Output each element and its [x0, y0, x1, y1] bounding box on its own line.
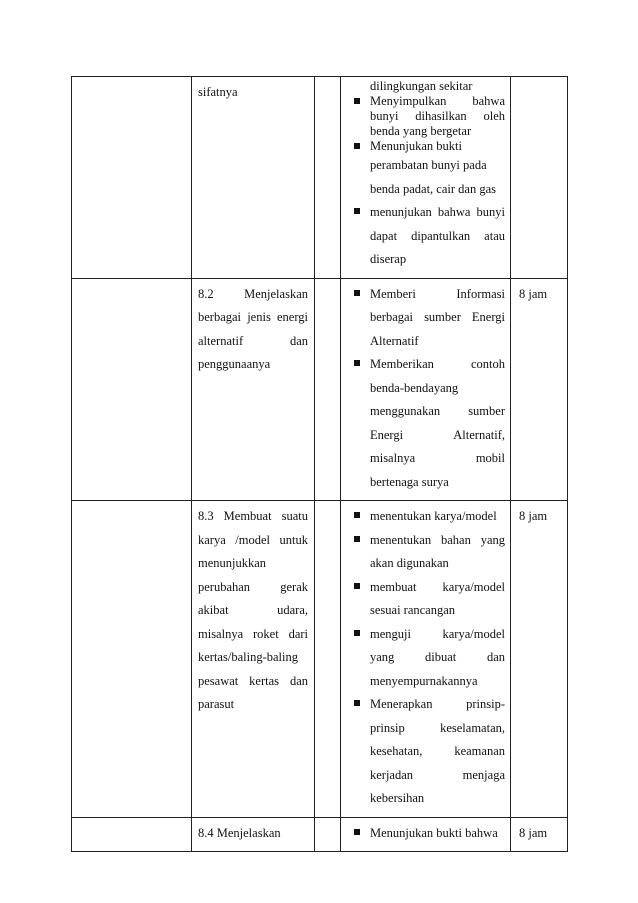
indicator-cell: [341, 817, 511, 852]
competency-text-line: misalnya roket dari: [198, 626, 308, 641]
indicator-text-line: Menyimpulkan bahwa: [370, 94, 505, 108]
square-bullet-icon: [354, 208, 360, 214]
competency-text-line: alternatif dan: [198, 333, 308, 348]
square-bullet-icon: [354, 360, 360, 366]
indicator-cell: [341, 77, 511, 279]
indicator-text-line: Alternatif: [370, 333, 419, 348]
time-allocation-text: 8 jam: [519, 509, 548, 523]
square-bullet-icon: [354, 290, 360, 296]
indicator-text-line: menguji karya/model: [370, 626, 505, 641]
indicator-text-line: Menunjukan bukti: [370, 139, 463, 153]
indicator-text-line: bertenaga surya: [370, 474, 449, 489]
indicator-text-line: benda yang bergetar: [370, 124, 472, 138]
competency-standard-cell: [72, 501, 192, 818]
square-bullet-icon: [354, 630, 360, 636]
competency-text-line: pesawat kertas dan: [198, 673, 308, 688]
square-bullet-icon: [354, 98, 360, 104]
indicator-cell: [341, 501, 511, 818]
time-allocation-cell: [511, 817, 568, 852]
empty-narrow-cell: [315, 817, 341, 852]
competency-text-line: sifatnya: [198, 85, 238, 99]
indicator-list-item: [347, 94, 505, 139]
competency-text-line: 8.3 Membuat suatu: [198, 509, 308, 523]
indicator-text-line: Menerapkan prinsip-: [370, 697, 505, 711]
table-row: [72, 817, 568, 852]
square-bullet-icon: [354, 829, 360, 835]
square-bullet-icon: [354, 583, 360, 589]
indicator-list-item: [347, 576, 505, 623]
time-allocation-text: 8 jam: [519, 825, 548, 840]
indicator-text-line: menentukan karya/model: [370, 509, 497, 523]
indicator-list-item: [347, 822, 505, 846]
indicator-text-line: Memberi Informasi: [370, 286, 505, 301]
indicator-text-line: dilingkungan sekitar: [370, 79, 473, 93]
curriculum-table: [71, 76, 568, 852]
empty-narrow-cell: [315, 77, 341, 279]
time-allocation-text: [511, 77, 567, 81]
indicator-text-line: benda-bendayang: [370, 380, 459, 395]
indicator-cell: [341, 278, 511, 501]
competency-text-line: parasut: [198, 697, 235, 711]
square-bullet-icon: [354, 143, 360, 149]
square-bullet-icon: [354, 536, 360, 542]
indicator-text-line: menggunakan sumber: [370, 404, 505, 418]
competency-text-line: perubahan gerak: [198, 579, 308, 594]
competency-text-line: 8.4 Menjelaskan: [198, 825, 281, 840]
indicator-text-line: akan digunakan: [370, 556, 449, 570]
competency-standard-cell: [72, 77, 192, 279]
indicator-text-line: menunjukan bahwa bunyi: [370, 205, 505, 219]
competency-text-line: karya /model untuk: [198, 532, 308, 547]
competency-text-line: kertas/baling-baling: [198, 650, 298, 664]
indicator-list-item: [347, 139, 505, 154]
time-allocation-cell: [511, 501, 568, 818]
indicator-text-line: benda padat, cair dan gas: [370, 181, 496, 196]
square-bullet-icon: [354, 700, 360, 706]
competency-standard-cell: [72, 817, 192, 852]
indicator-text-line: yang dibuat dan: [370, 650, 505, 664]
indicator-list-item: [347, 623, 505, 694]
indicator-text-line: kebersihan: [370, 791, 425, 805]
empty-narrow-cell: [315, 501, 341, 818]
square-bullet-icon: [354, 512, 360, 518]
time-allocation-cell: [511, 77, 568, 279]
indicator-text-line: menentukan bahan yang: [370, 532, 505, 547]
indicator-text-line: sesuai rancangan: [370, 603, 456, 617]
indicator-text-line: kerjadan menjaga: [370, 767, 505, 782]
indicator-text-line: bunyi dihasilkan oleh: [370, 109, 505, 123]
indicator-text-line: membuat karya/model: [370, 579, 505, 594]
indicator-text-line: prinsip keselamatan,: [370, 720, 505, 735]
indicator-text-line: kesehatan, keamanan: [370, 744, 505, 758]
time-allocation-text: 8 jam: [519, 286, 548, 301]
indicator-list-item: [347, 505, 505, 529]
table-row: [72, 77, 568, 279]
competency-text-line: 8.2 Menjelaskan: [198, 286, 308, 301]
basic-competency-cell: [192, 278, 315, 501]
indicator-list-item: [347, 529, 505, 576]
competency-text-line: berbagai jenis energi: [198, 310, 308, 324]
table-row: [72, 278, 568, 501]
indicator-text-line: berbagai sumber Energi: [370, 310, 505, 324]
basic-competency-cell: [192, 501, 315, 818]
indicator-list-item: [347, 693, 505, 811]
basic-competency-cell: [192, 817, 315, 852]
indicator-text-line: perambatan bunyi pada: [370, 158, 487, 172]
indicator-list-item: [347, 79, 505, 94]
competency-standard-cell: [72, 278, 192, 501]
empty-narrow-cell: [315, 278, 341, 501]
indicator-text-line: menyempurnakannya: [370, 673, 478, 688]
competency-text-line: akibat udara,: [198, 603, 308, 617]
basic-competency-cell: [192, 77, 315, 279]
competency-text-line: penggunaanya: [198, 357, 271, 371]
competency-text-line: menunjukkan: [198, 556, 267, 570]
table-row: [72, 501, 568, 818]
indicator-list-item: [347, 154, 505, 201]
indicator-text-line: Energi Alternatif,: [370, 427, 505, 442]
indicator-text-line: diserap: [370, 252, 407, 266]
time-allocation-cell: [511, 278, 568, 501]
indicator-list-item: [347, 283, 505, 354]
indicator-text-line: dapat dipantulkan atau: [370, 228, 505, 243]
indicator-list-item: [347, 353, 505, 494]
indicator-text-line: misalnya mobil: [370, 451, 505, 465]
indicator-text-line: Menunjukan bukti bahwa: [370, 825, 498, 840]
indicator-text-line: Memberikan contoh: [370, 357, 505, 371]
indicator-list-item: [347, 201, 505, 272]
